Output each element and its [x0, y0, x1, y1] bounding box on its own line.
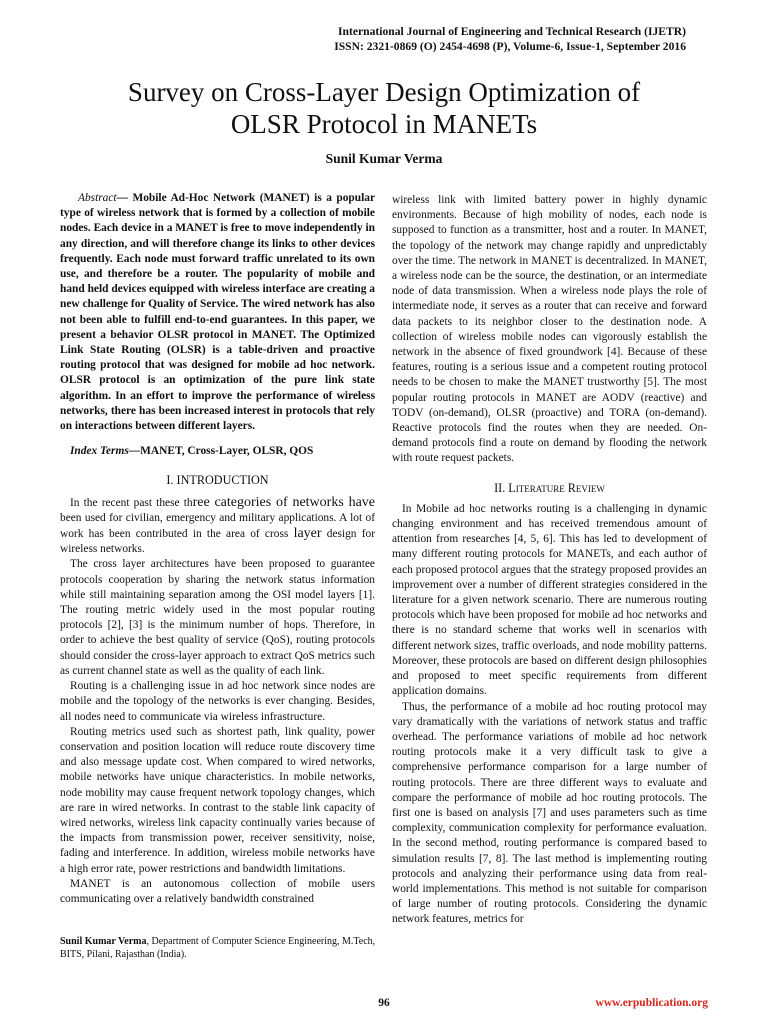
abstract-lead: Abstract — [78, 192, 117, 204]
intro-paragraph-3: Routing is a challenging issue in ad hoc network since nodes are mobile and the topology of the networks is ever changing. Besides, all nodes need to communicate via wireless infrastructure. — [60, 680, 375, 723]
publisher-url[interactable]: www.erpublication.org — [595, 997, 708, 1009]
intro-p1-part-e: design for wireless networks. — [60, 528, 376, 556]
footnote-author: Sunil Kumar Verma — [60, 936, 147, 947]
intro-p1-part-b: ree categories of networks have — [192, 494, 375, 510]
index-terms-text: —MANET, Cross-Layer, OLSR, QOS — [128, 445, 314, 458]
left-column — [60, 191, 375, 907]
paper-author: Sunil Kumar Verma — [325, 151, 443, 166]
right-column — [392, 193, 707, 928]
intro-paragraph-4: Routing metrics used such as shortest path, link quality, power conservation and position location will reduce route discovery time and also message update cost. When compared to wired networks, mobile networks have unique characteristics. In mobile networks, node mobility may cause frequent network topology changes, which are rare in wired networks. In contrast to the stable link capacity of wired networks, wireless link capacity continually varies because of the impacts from transmission power, receiver sensitivity, noise, fading and interference. In addition, wireless mobile networks have a high error rate, power restrictions and bandwidth limitations. — [60, 725, 375, 875]
journal-issn: ISSN: 2321-0869 (O) 2454-4698 (P), Volume-6, Issue-1, September 2016 — [334, 40, 686, 53]
intro-paragraph-6: wireless link with limited battery power in highly dynamic environments. Because of high mobility of nodes, each node is supposed to function as a transmitter, host and a router. In MANET, the topology of the network may change rapidly and unpredictably over the time. The network in MANET is decentralized. In MANET, a wireless node can be the source, the destination, or an intermediate node of data transmission. When a wireless node plays the role of intermediate node, it serves as a router that can receive and forward data packets to its neighbor closer to the destination node. A collection of wireless mobile nodes can vigorously establish the network in the absence of fixed groundwork [4]. Because of these features, routing is a serious issue and a competent routing protocol needs to be chosen to make the MANET trustworthy [5]. The most popular routing protocols in MANET are AODV (reactive) and TODV (on-demand), OLSR (proactive) and TORA (on-demand). Reactive protocols find the routes when they are needed. On-demand protocols find a route on demand by flooding the network with route request packets. — [392, 194, 707, 465]
review-paragraph-2: Thus, the performance of a mobile ad hoc routing protocol may vary dramatically with the variations of network status and traffic overhead. The performance variations of mobile ad hoc network routing protocols make it a very difficult task to give a comprehensive performance comparison for a large number of routing protocols. There are three different ways to evaluate and compare the performance of mobile ad hoc routing protocols. The first one is based on analysis [7] and uses parameters such as time complexity, communication complexity for performance evaluation. In the second method, routing performance is compared based to simulation results [7, 8]. The last method is implementing routing protocols and analyzing their performance using data from real-world implementations. This method is not suitable for comparison of large number of routing protocols. Considering the dynamic network features, metrics for — [392, 700, 707, 926]
journal-name: International Journal of Engineering and Technical Research (IJETR) — [338, 25, 686, 38]
footnote-affiliation: , Department of Computer Science Engineering, M.Tech, BITS, Pilani, Rajasthan (India). — [60, 936, 376, 960]
intro-p1-part-c: been used for civilian, emergency and military applications. A lot of work has been contributed in the area of cross — [60, 511, 375, 541]
index-terms-lead: Index Terms — [70, 445, 129, 458]
intro-p1-part-a: In the recent past these th — [70, 496, 193, 509]
paper-title-line-2: OLSR Protocol in MANETs — [230, 109, 538, 139]
author-footnote — [60, 935, 378, 961]
page-number: 96 — [378, 997, 390, 1009]
abstract-text: — Mobile Ad-Hoc Network (MANET) is a popular type of wireless network that is formed by a collection of mobile nodes. Each device in a MANET is free to move independently in any direction, and will therefore change its links to other devices frequently. Each node must forward traffic unrelated to its own use, and therefore be a router. The popularity of mobile and hand held devices equipped with wireless interface are creating a new challenge for Quality of Service. The wired network has also not been able to fulfill end-to-end guarantees. In this paper, we present a behavior OLSR protocol in MANET. The Optimized Link State Routing (OLSR) is a table-driven and proactive routing protocol that was designed for mobile ad hoc network. OLSR protocol is an optimization of the pure link state algorithm. In an effort to improve the performance of wireless networks, there has been increased interest in protocols that rely on interactions between different layers. — [60, 192, 375, 433]
intro-paragraph-2: The cross layer architectures have been proposed to guarantee protocols cooperation by sharing the network status information while still maintaining separation among the OSI model layers [1]. The routing metric widely used in the most popular routing protocols [2], [3] is the minimum number of hops. Therefore, in order to achieve the best quality of service (QoS), routing protocols should consider the cross-layer approach to extract QoS metrics such as current channel state as well as the quality of each link. — [60, 558, 375, 677]
paper-title — [60, 76, 708, 140]
review-paragraph-1: In Mobile ad hoc networks routing is a challenging in dynamic changing environment and has received tremendous amount of attention from researches [4, 5, 6]. This has led to development of many different routing protocols for MANETs, and each author of each proposed protocol argues that the strategy proposed provides an improvement over a number of different strategies considered in the literature for a given network scenario. There are numerous routing protocols which have been proposed for mobile ad hoc networks and there is no standard scheme that works well in scenarios with different network sizes, traffic overloads, and node mobility patterns. Moreover, these protocols are based on different design philosophies and proposed to meet specific requirements from different application domains. — [392, 502, 707, 698]
journal-header — [266, 24, 686, 54]
abstract — [60, 191, 375, 434]
section-heading-literature-review: II. Literature Review — [494, 480, 605, 495]
intro-p1-part-d: layer — [293, 526, 322, 542]
section-heading-introduction: I. INTRODUCTION — [166, 473, 269, 488]
intro-paragraph-5: MANET is an autonomous collection of mobile users communicating over a relatively bandwidth constrained — [60, 877, 375, 905]
intro-paragraph-1 — [60, 495, 375, 558]
index-terms — [60, 444, 375, 459]
paper-title-line-1: Survey on Cross-Layer Design Optimization of — [127, 77, 641, 107]
